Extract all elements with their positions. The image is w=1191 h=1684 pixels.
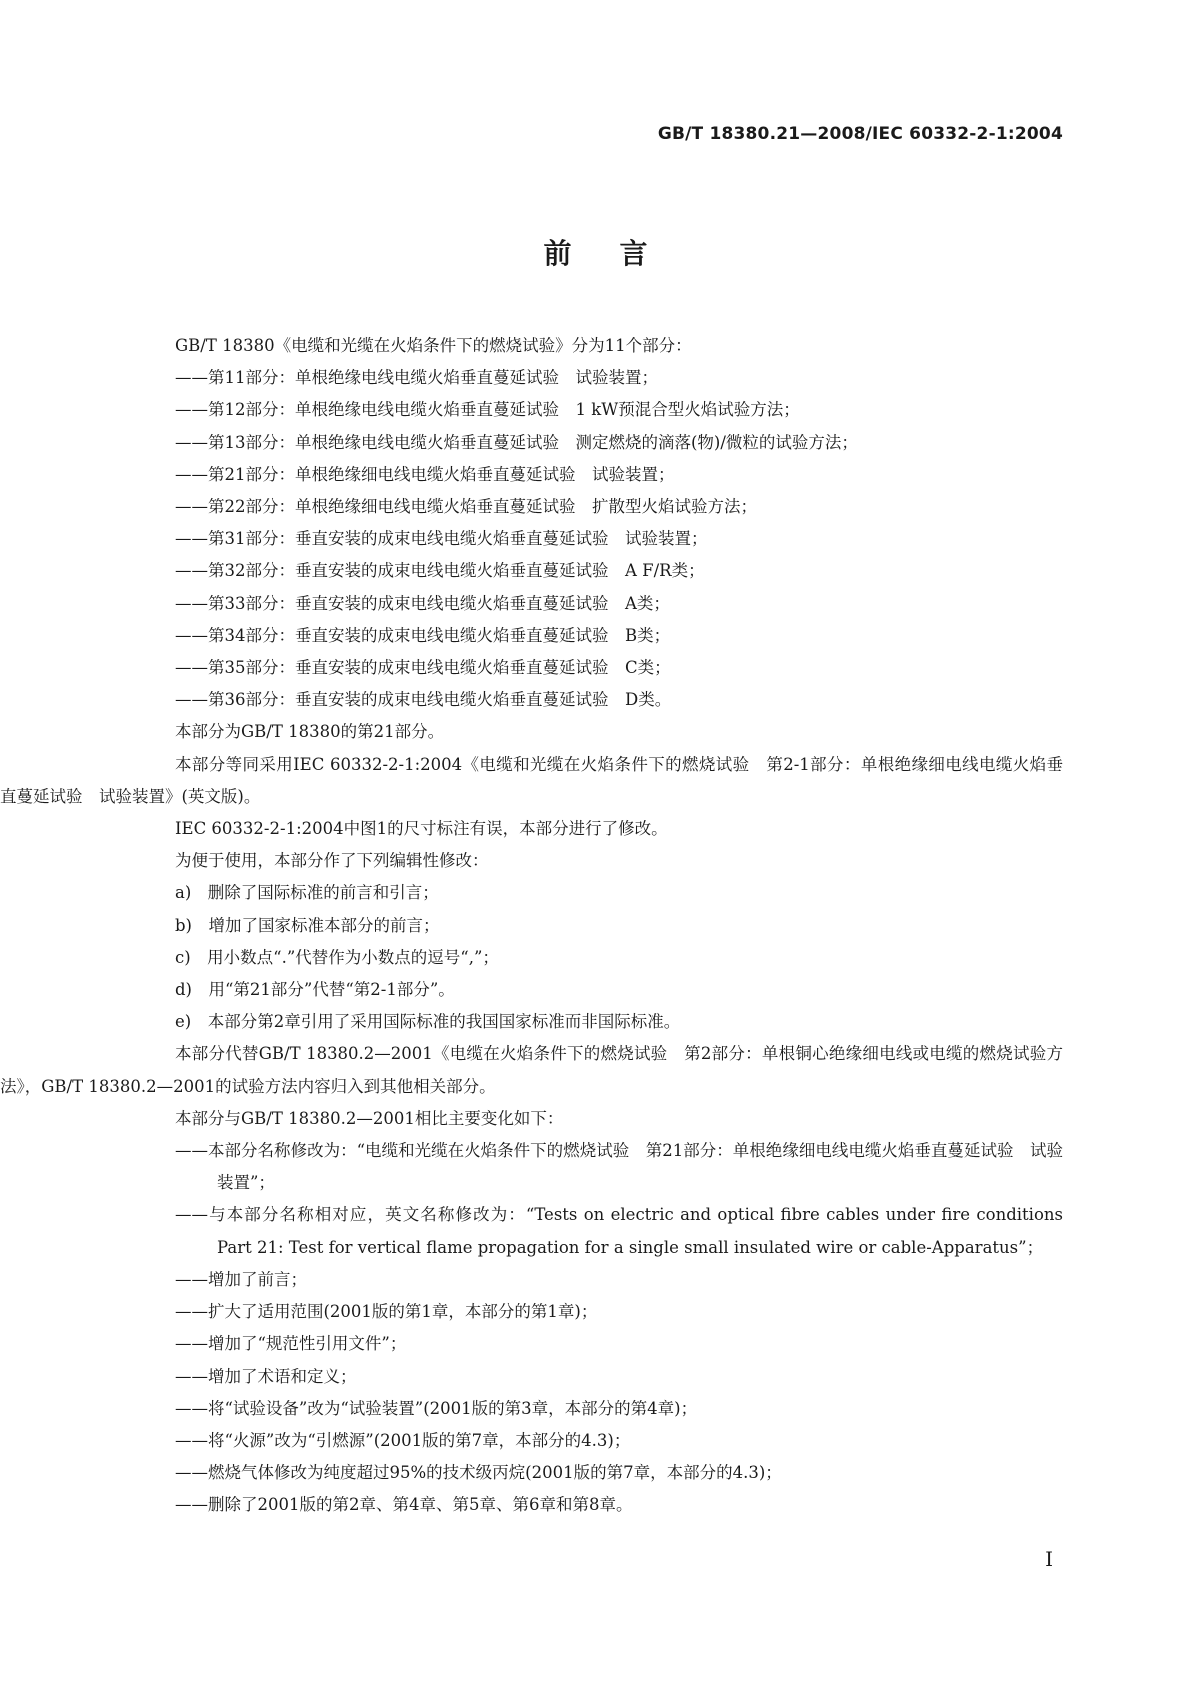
list-item: c) 用小数点“.”代替作为小数点的逗号“,”； — [175, 947, 499, 967]
intro-paragraph: GB/T 18380《电缆和光缆在火焰条件下的燃烧试验》分为11个部分： — [175, 336, 692, 355]
list-item: ——第33部分：垂直安装的成束电线电缆火焰垂直蔓延试验 A类； — [175, 593, 670, 613]
page-title: 前言 — [543, 237, 696, 270]
list-item: ——第21部分：单根绝缘细电线电缆火焰垂直蔓延试验 试验装置； — [175, 464, 675, 484]
list-item: ——与本部分名称相对应，英文名称修改为：“Tests on electric and optical fibre cables under fire conditions Part 21: Test for vertical flame propagation for a single small insulated wire or cable-Apparatus”； — [175, 1205, 1063, 1257]
adoption-paragraph: 本部分等同采用IEC 60332-2-1:2004《电缆和光缆在火焰条件下的燃烧试验 第2-1部分：单根绝缘细电线电缆火焰垂直蔓延试验 试验装置》(英文版)。 — [0, 754, 1063, 806]
list-item: b) 增加了国家标准本部分的前言； — [175, 915, 440, 935]
list-item: ——将“试验设备”改为“试验装置”(2001版的第3章，本部分的第4章)； — [175, 1398, 698, 1418]
list-item: e) 本部分第2章引用了采用国际标准的我国国家标准而非国际标准。 — [175, 1012, 681, 1032]
list-item: ——增加了前言； — [175, 1269, 307, 1289]
changes-list — [175, 1135, 1063, 1521]
page-number: I — [1045, 1547, 1053, 1571]
list-item: ——第13部分：单根绝缘电线电缆火焰垂直蔓延试验 测定燃烧的滴落(物)/微粒的试验方法； — [175, 432, 858, 452]
list-item: a) 删除了国际标准的前言和引言； — [175, 883, 439, 903]
parts-list — [175, 362, 1063, 716]
list-item: ——第32部分：垂直安装的成束电线电缆火焰垂直蔓延试验 A F/R类； — [175, 561, 705, 581]
list-item: ——燃烧气体修改为纯度超过95%的技术级丙烷(2001版的第7章，本部分的4.3)； — [175, 1463, 782, 1483]
standard-code-header: GB/T 18380.21—2008/IEC 60332-2-1:2004 — [657, 124, 1063, 144]
list-item: ——增加了术语和定义； — [175, 1366, 357, 1386]
list-item: ——删除了2001版的第2章、第4章、第5章、第6章和第8章。 — [175, 1495, 633, 1515]
list-item: ——第35部分：垂直安装的成束电线电缆火焰垂直蔓延试验 C类； — [175, 658, 671, 678]
list-item: ——本部分名称修改为：“电缆和光缆在火焰条件下的燃烧试验 第21部分：单根绝缘细电线电缆火焰垂直蔓延试验 试验装置”； — [175, 1141, 1063, 1193]
editorial-paragraph: 为便于使用，本部分作了下列编辑性修改： — [175, 851, 489, 871]
list-item: ——第36部分：垂直安装的成束电线电缆火焰垂直蔓延试验 D类。 — [175, 690, 672, 710]
list-item: ——扩大了适用范围(2001版的第1章，本部分的第1章)； — [175, 1302, 598, 1322]
list-item: ——将“火源”改为“引燃源”(2001版的第7章，本部分的4.3)； — [175, 1430, 631, 1450]
list-item: ——第22部分：单根绝缘细电线电缆火焰垂直蔓延试验 扩散型火焰试验方法； — [175, 497, 757, 517]
document-body — [0, 330, 1063, 1522]
part21-paragraph: 本部分为GB/T 18380的第21部分。 — [175, 722, 445, 742]
list-item: ——第12部分：单根绝缘电线电缆火焰垂直蔓延试验 1 kW预混合型火焰试验方法； — [175, 400, 800, 420]
editorial-list — [175, 877, 1063, 1038]
list-item: ——第34部分：垂直安装的成束电线电缆火焰垂直蔓延试验 B类； — [175, 625, 671, 645]
changes-paragraph: 本部分与GB/T 18380.2—2001相比主要变化如下： — [175, 1108, 564, 1128]
list-item: d) 用“第21部分”代替“第2-1部分”。 — [175, 980, 455, 1000]
list-item: ——第31部分：垂直安装的成束电线电缆火焰垂直蔓延试验 试验装置； — [175, 529, 708, 549]
figure-correction-paragraph: IEC 60332-2-1:2004中图1的尺寸标注有误，本部分进行了修改。 — [175, 819, 668, 839]
list-item: ——增加了“规范性引用文件”； — [175, 1334, 407, 1354]
replacement-paragraph: 本部分代替GB/T 18380.2—2001《电缆在火焰条件下的燃烧试验 第2部分：单根铜心绝缘细电线或电缆的燃烧试验方法》，GB/T 18380.2—2001的试验方法内容归入到其他相关部分。 — [0, 1044, 1063, 1096]
list-item: ——第11部分：单根绝缘电线电缆火焰垂直蔓延试验 试验装置； — [175, 368, 658, 388]
